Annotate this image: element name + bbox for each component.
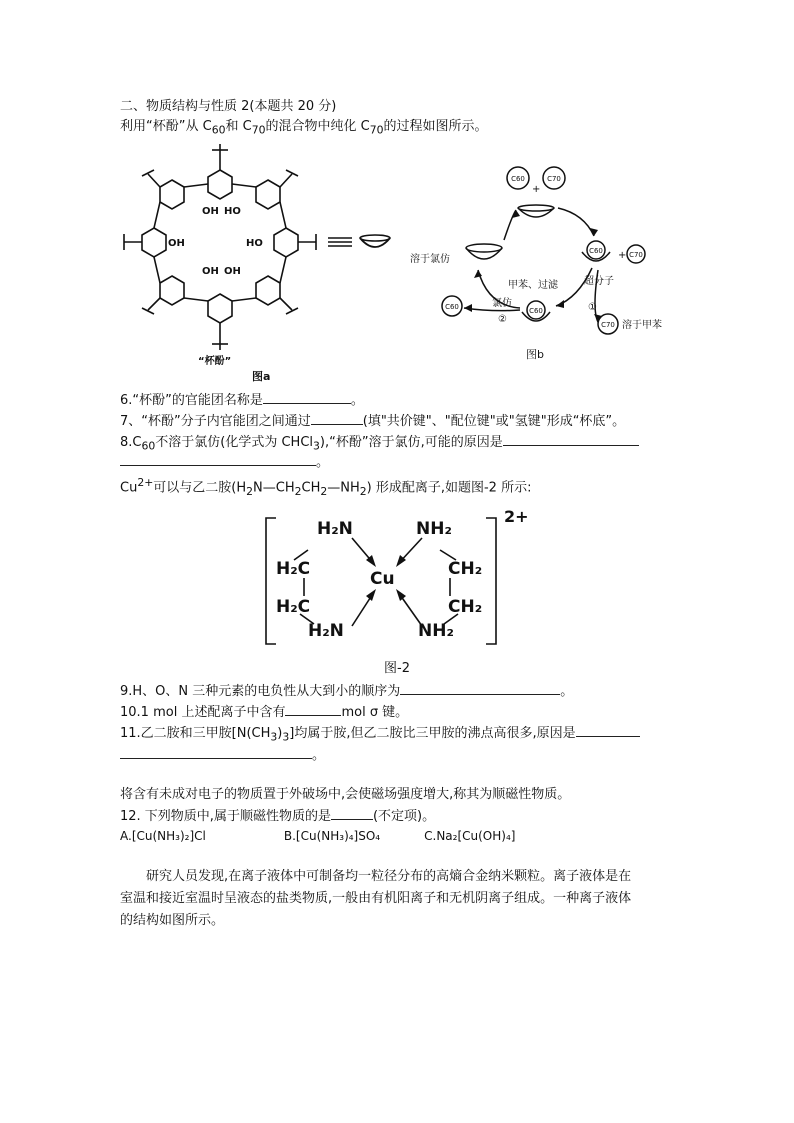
plus-sign: + bbox=[618, 250, 627, 261]
question-8-continued: 。 bbox=[120, 452, 329, 472]
dissolve-chloroform-label: 溶于氯仿 bbox=[410, 254, 450, 265]
c70-label: C70 bbox=[629, 251, 643, 259]
answer-blank[interactable] bbox=[263, 390, 351, 404]
figure-b-purification-cycle bbox=[408, 150, 670, 368]
c60-label: C60 bbox=[529, 307, 543, 315]
section-title: 二、物质结构与性质 2(本题共 20 分) bbox=[120, 99, 337, 114]
option-a[interactable]: A.[Cu(NH₃)₂]Cl bbox=[120, 829, 206, 843]
answer-blank[interactable] bbox=[331, 806, 373, 820]
ionic-liquid-line-2: 室温和接近室温时呈液态的盐类物质,一般由有机阳离子和无机阴离子组成。一种离子液体 bbox=[120, 891, 632, 906]
answer-blank[interactable] bbox=[120, 452, 316, 466]
ionic-liquid-line-1: 研究人员发现,在离子液体中可制备均一粒径分布的高熵合金纳米颗粒。离子液体是在 bbox=[146, 869, 632, 884]
figure-2-caption: 图-2 bbox=[384, 661, 410, 676]
nh2-label: NH₂ bbox=[418, 621, 454, 641]
answer-blank[interactable] bbox=[120, 745, 312, 759]
answer-blank[interactable] bbox=[400, 681, 560, 695]
ch2-label: CH₂ bbox=[448, 559, 483, 579]
question-12-options bbox=[120, 827, 515, 845]
h2c-label: H₂C bbox=[276, 597, 311, 617]
oh-label: OH bbox=[202, 266, 219, 277]
question-6: 6.“杯酚”的官能团名称是 。 bbox=[120, 390, 364, 410]
question-12: 12. 下列物质中,属于顺磁性物质的是 (不定项)。 bbox=[120, 806, 435, 826]
ho-label: HO bbox=[224, 206, 241, 217]
question-10: 10.1 mol 上述配离子中含有 mol σ 键。 bbox=[120, 702, 408, 722]
nh2-label: NH₂ bbox=[416, 519, 452, 539]
h2c-label: H₂C bbox=[276, 559, 311, 579]
paramagnetic-paragraph: 将含有未成对电子的物质置于外破场中,会使磁场强度增大,称其为顺磁性物质。 bbox=[120, 787, 571, 802]
c60-label: C60 bbox=[589, 247, 603, 255]
ho-label: HO bbox=[246, 238, 263, 249]
figure-b-label: 图b bbox=[526, 348, 544, 361]
c60-label: C60 bbox=[445, 303, 459, 311]
h2n-label: H₂N bbox=[308, 621, 344, 641]
question-11: 11.乙二胺和三甲胺$[N(CH_3)_3]$均属于胺,但乙二胺比三甲胺的沸点高很多,原因是 bbox=[120, 723, 640, 747]
question-11-continued: 。 bbox=[120, 745, 325, 765]
answer-blank[interactable] bbox=[576, 723, 640, 737]
figure-a-label: 图a bbox=[252, 370, 271, 383]
question-9: 9.H、O、N 三种元素的电负性从大到小的顺序为 。 bbox=[120, 681, 573, 701]
step-2-marker: ② bbox=[498, 314, 507, 325]
ch2-label: CH₂ bbox=[448, 597, 483, 617]
charge-label: 2+ bbox=[504, 507, 529, 526]
oh-label: OH bbox=[224, 266, 241, 277]
chloroform-label: 氯仿 bbox=[492, 298, 512, 309]
question-8: $8.C_{60}$不溶于氯仿(化学式为 CHCl$_3$),“杯酚”溶于氯仿,可能的原因是 bbox=[120, 432, 639, 456]
c70-label: C70 bbox=[547, 175, 561, 183]
option-c[interactable]: C.Na₂[Cu(OH)₄] bbox=[424, 829, 516, 843]
toluene-filter-label: 甲苯、过滤 bbox=[508, 280, 558, 291]
copper-ethylenediamine-intro: $Cu^{2+}$可以与乙二胺$(H_2N—CH_2CH_2—NH_2)$ 形成配离子,如题图-2 所示: bbox=[120, 476, 532, 498]
c70-label: C70 bbox=[601, 321, 615, 329]
calixarene-name: “杯酚” bbox=[198, 356, 232, 367]
dissolve-toluene-label: 溶于甲苯 bbox=[622, 320, 662, 331]
plus-sign: + bbox=[532, 184, 541, 195]
ionic-liquid-line-3: 的结构如图所示。 bbox=[120, 913, 225, 928]
cu-label: Cu bbox=[370, 569, 395, 589]
step-1-marker: ① bbox=[588, 302, 597, 313]
intro-sentence: 利用“杯酚”从 $C_{60}$和 $C_{70}$的混合物中纯化 $C_{70}$的过程如图所示。 bbox=[120, 119, 488, 137]
figure-2-copper-complex bbox=[262, 500, 558, 680]
answer-blank[interactable] bbox=[285, 702, 341, 716]
figure-a-calixarene bbox=[120, 142, 400, 386]
oh-label: OH bbox=[202, 206, 219, 217]
supramolecule-label: 超分子 bbox=[584, 276, 614, 287]
h2n-label: H₂N bbox=[317, 519, 353, 539]
oh-label: OH bbox=[168, 238, 185, 249]
c60-label: C60 bbox=[511, 175, 525, 183]
question-7: 7、“杯酚”分子内官能团之间通过 (填"共价键"、"配位键"或"氢键"形成“杯底”。 bbox=[120, 411, 625, 431]
option-b[interactable]: B.[Cu(NH₃)₄]SO₄ bbox=[283, 829, 381, 843]
answer-blank[interactable] bbox=[311, 411, 363, 425]
answer-blank[interactable] bbox=[503, 432, 639, 446]
